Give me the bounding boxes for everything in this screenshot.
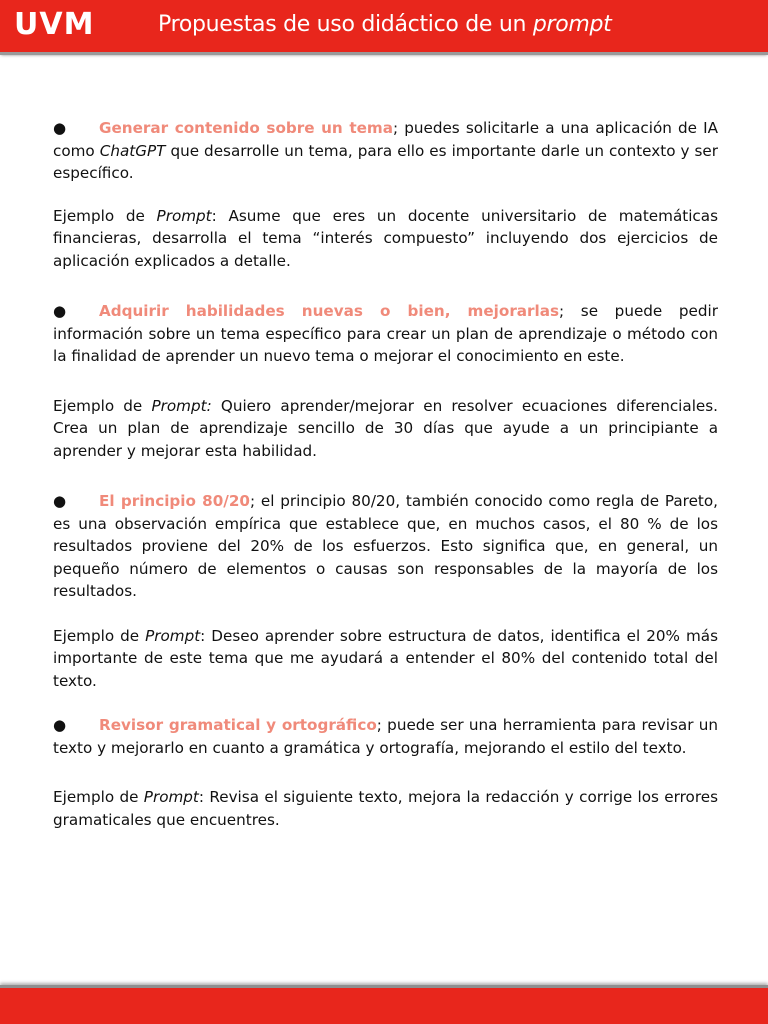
paragraph-text: ; puedes solicitarle a una aplicación de IA como bbox=[53, 119, 718, 160]
example-paragraph bbox=[53, 205, 718, 273]
example-text: : Revisa el siguiente texto, mejora la redacción y corrige los errores gramaticales que encuentres. bbox=[53, 788, 718, 829]
example-italic: Prompt bbox=[143, 788, 199, 806]
section-heading: El principio 80/20 bbox=[99, 492, 250, 510]
bullet-icon: ● bbox=[53, 119, 67, 137]
example-text: Quiero aprender/mejorar en resolver ecuaciones diferenciales. Crea un plan de aprendizaje sencillo de 30 días que ayude a un principiante a aprender y mejorar esta habilidad. bbox=[53, 396, 719, 460]
page-title-plain: Propuestas de uso didáctico de un bbox=[158, 12, 533, 37]
section-heading: Revisor gramatical y ortográfico bbox=[99, 716, 377, 734]
example-text: : Deseo aprender sobre estructura de datos, identifica el 20% más importante de este tema que me ayudará a entender el 80% del contenido total del texto. bbox=[53, 626, 718, 690]
bullet-paragraph bbox=[53, 300, 718, 368]
document-body bbox=[53, 117, 718, 831]
example-paragraph bbox=[53, 786, 718, 831]
example-prefix: Ejemplo de bbox=[53, 396, 152, 415]
example-italic: Prompt bbox=[145, 626, 201, 645]
paragraph-text: ; el principio 80/20, también conocido como regla de Pareto, es una observación empírica que establece que, en muchos casos, el 80 % de los resultados proviene del 20% de los esfuerzos. Esto significa que, en general, un pequeño número de elementos o causas son responsables de la mayoría de los resultados. bbox=[53, 492, 718, 600]
example-paragraph bbox=[53, 395, 718, 463]
header-divider bbox=[0, 52, 768, 55]
footer-bar bbox=[0, 988, 768, 1024]
bullet-icon: ● bbox=[53, 302, 67, 320]
bullet-paragraph bbox=[53, 490, 718, 603]
paragraph-text: ; se puede pedir información sobre un tema específico para crear un plan de aprendizaje o método con la finalidad de aprender un nuevo tema o mejorar el conocimiento en este. bbox=[53, 302, 719, 365]
header-bar bbox=[0, 0, 768, 52]
bullet-icon: ● bbox=[53, 716, 67, 734]
paragraph-text: que desarrolle un tema, para ello es importante darle un contexto y ser específico. bbox=[53, 141, 718, 182]
paragraph-italic: ChatGPT bbox=[99, 141, 166, 160]
example-italic: Prompt: bbox=[151, 396, 212, 415]
example-prefix: Ejemplo de bbox=[53, 626, 146, 645]
example-text: : Asume que eres un docente universitario de matemáticas financieras, desarrolla el tema “interés compuesto” incluyendo dos ejercicios de aplicación explicados a detalle. bbox=[53, 206, 718, 270]
bullet-icon: ● bbox=[53, 492, 67, 510]
section-heading: Adquirir habilidades nuevas o bien, mejorarlas bbox=[99, 302, 560, 320]
example-italic: Prompt bbox=[156, 206, 212, 225]
example-paragraph bbox=[53, 625, 718, 693]
section-heading: Generar contenido sobre un tema bbox=[99, 119, 393, 137]
page-title-italic: prompt bbox=[532, 12, 612, 37]
page-title bbox=[158, 12, 612, 37]
example-prefix: Ejemplo de bbox=[53, 788, 144, 806]
uvm-logo: UVM bbox=[14, 7, 95, 42]
paragraph-text: ; puede ser una herramienta para revisar un texto y mejorarlo en cuanto a gramática y ortografía, mejorando el estilo del texto. bbox=[53, 716, 719, 757]
bullet-paragraph bbox=[53, 714, 718, 759]
bullet-paragraph bbox=[53, 117, 718, 185]
example-prefix: Ejemplo de bbox=[53, 206, 157, 225]
